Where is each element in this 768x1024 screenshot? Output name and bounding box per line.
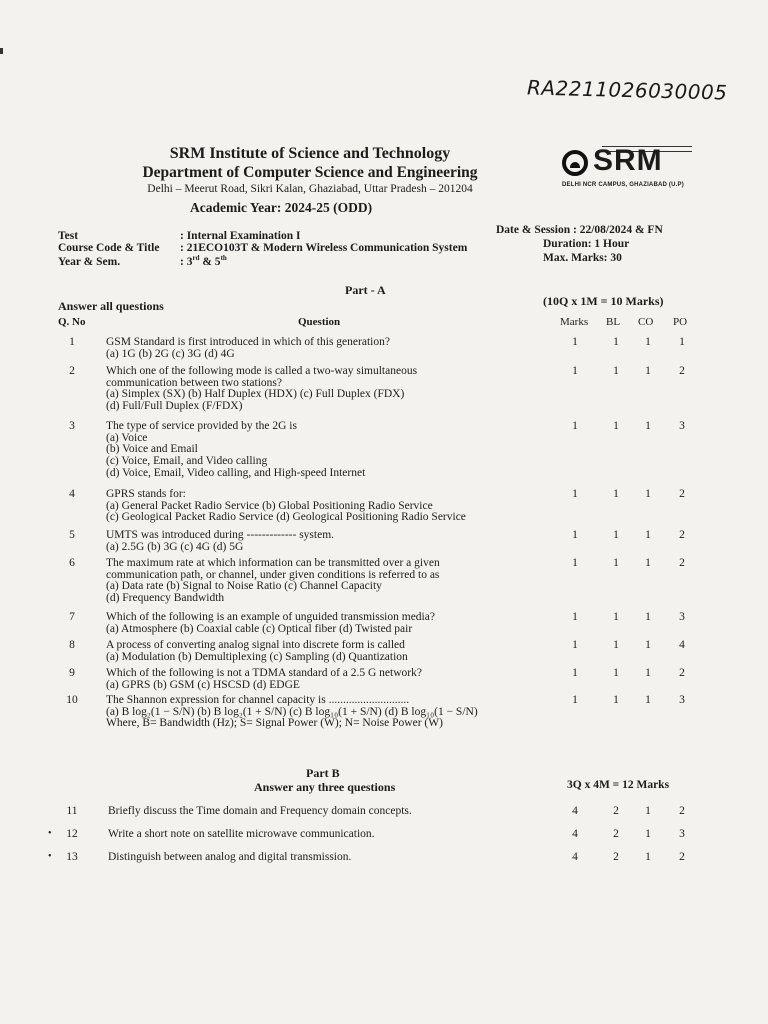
question-marks: 1	[572, 694, 578, 706]
question-line: (c) Voice, Email, and Video calling	[106, 455, 268, 468]
question-number: 1	[69, 336, 75, 348]
question-po: 3	[679, 694, 685, 706]
department-name: Department of Computer Science and Engineering	[142, 164, 478, 181]
question-marks: 1	[572, 667, 578, 679]
question-number: 12	[66, 828, 78, 840]
question-marks: 1	[572, 611, 578, 623]
question-po: 2	[679, 557, 685, 569]
meta-max-marks: Max. Marks: 30	[543, 252, 622, 264]
question-co: 1	[645, 529, 651, 541]
meta-year	[58, 254, 227, 268]
question-marks: 1	[572, 639, 578, 651]
question-marks: 1	[572, 336, 578, 348]
logo-campus: DELHI NCR CAMPUS, GHAZIABAD (U.P)	[562, 182, 684, 188]
margin-dot: •	[48, 828, 52, 839]
question-marks: 4	[572, 805, 578, 817]
question-marks: 1	[572, 420, 578, 432]
question-line: Which of the following is an example of unguided transmission media?	[106, 611, 435, 623]
question-bl: 1	[613, 694, 619, 706]
question-number: 4	[69, 488, 75, 500]
question-co: 1	[645, 805, 651, 817]
question-number: 10	[66, 694, 78, 706]
question-line: Where, B= Bandwidth (Hz); S= Signal Power (W); N= Noise Power (W)	[106, 717, 443, 730]
question-line: UMTS was introduced during ------------- system.	[106, 529, 335, 541]
question-po: 2	[679, 667, 685, 679]
srm-logo	[558, 144, 698, 194]
question-marks: 1	[572, 557, 578, 569]
question-bl: 1	[613, 336, 619, 348]
question-line: Which of the following is not a TDMA standard of a 2.5 G network?	[106, 667, 422, 679]
question-marks: 4	[572, 828, 578, 840]
part-b-instruction: Answer any three questions	[254, 780, 396, 794]
question-po: 2	[679, 488, 685, 500]
question-bl: 1	[613, 667, 619, 679]
question-co: 1	[645, 639, 651, 651]
part-a-title: Part - A	[345, 283, 386, 297]
margin-dot: •	[48, 851, 52, 862]
question-line: (a) Simplex (SX) (b) Half Duplex (HDX) (c) Full Duplex (FDX)	[106, 388, 405, 401]
question-line: (a) 1G (b) 2G (c) 3G (d) 4G	[106, 347, 235, 360]
question-line: The maximum rate at which information can be transmitted over a given	[106, 557, 440, 569]
meta-course-value: : 21ECO103T & Modern Wireless Communication System	[180, 242, 468, 254]
question-line: (a) Modulation (b) Demultiplexing (c) Sampling (d) Quantization	[106, 650, 408, 663]
question-text: Distinguish between analog and digital transmission.	[108, 851, 352, 863]
scan-edge-mark	[0, 48, 3, 54]
question-co: 1	[645, 557, 651, 569]
meta-test-value: : Internal Examination I	[180, 230, 301, 242]
question-line: communication path, or channel, under given conditions is referred to as	[106, 568, 440, 581]
question-number: 2	[69, 365, 75, 377]
meta-test	[58, 230, 300, 242]
question-text	[106, 489, 551, 524]
question-number: 9	[69, 667, 75, 679]
column-header-bl: BL	[606, 316, 621, 328]
column-header-qno: Q. No	[58, 316, 86, 328]
question-number: 8	[69, 639, 75, 651]
question-marks: 1	[572, 529, 578, 541]
question-text	[106, 530, 551, 553]
question-bl: 1	[613, 365, 619, 377]
question-co: 1	[645, 667, 651, 679]
part-a-instruction: Answer all questions	[58, 299, 164, 313]
question-line: (a) Voice	[106, 431, 148, 444]
question-text	[106, 695, 551, 730]
question-bl: 1	[613, 420, 619, 432]
question-line: communication between two stations?	[106, 376, 282, 389]
question-co: 1	[645, 611, 651, 623]
question-bl: 1	[613, 488, 619, 500]
question-line: (a) GPRS (b) GSM (c) HSCSD (d) EDGE	[106, 678, 300, 691]
meta-test-label: Test	[58, 230, 79, 242]
question-bl: 1	[613, 639, 619, 651]
logo-word: SRM	[593, 144, 663, 177]
question-line: (a) Atmosphere (b) Coaxial cable (c) Optical fiber (d) Twisted pair	[106, 622, 413, 635]
question-text	[106, 640, 551, 663]
question-bl: 1	[613, 557, 619, 569]
question-line: A process of converting analog signal into discrete form is called	[106, 639, 405, 651]
question-line: (d) Voice, Email, Video calling, and High-speed Internet	[106, 466, 366, 479]
meta-date	[496, 224, 663, 236]
meta-duration: Duration: 1 Hour	[543, 238, 630, 250]
meta-year-value: : 3rd & 5th	[180, 254, 227, 268]
question-marks: 4	[572, 851, 578, 863]
meta-date-label: Date & Session	[496, 224, 571, 236]
logo-emblem-icon	[562, 150, 588, 176]
question-co: 1	[645, 828, 651, 840]
column-header-co: CO	[638, 316, 654, 328]
meta-course	[58, 242, 467, 254]
question-number: 5	[69, 529, 75, 541]
question-co: 1	[645, 488, 651, 500]
question-line: (d) Full/Full Duplex (F/FDX)	[106, 400, 243, 413]
question-marks: 1	[572, 365, 578, 377]
institute-address: Delhi – Meerut Road, Sikri Kalan, Ghaziabad, Uttar Pradesh – 201204	[147, 183, 473, 195]
question-line: GSM Standard is first introduced in which of this generation?	[106, 336, 390, 348]
question-co: 1	[645, 336, 651, 348]
question-bl: 2	[613, 828, 619, 840]
question-text	[106, 668, 551, 691]
question-number: 13	[66, 851, 78, 863]
question-number: 3	[69, 420, 75, 432]
question-number: 7	[69, 611, 75, 623]
academic-year: Academic Year: 2024-25 (ODD)	[190, 200, 373, 215]
question-po: 3	[679, 420, 685, 432]
question-po: 3	[679, 611, 685, 623]
question-co: 1	[645, 694, 651, 706]
question-line: (a) B log₂(1 − S/N) (b) B log₂(1 + S/N) (c) B log₁₀(1 + S/N) (d) B log₁₀(1 − S/N)	[106, 705, 478, 718]
question-line: The type of service provided by the 2G is	[106, 420, 297, 432]
institution-header	[110, 145, 510, 195]
question-bl: 1	[613, 529, 619, 541]
question-text	[106, 421, 551, 480]
column-header-marks: Marks	[560, 316, 589, 328]
meta-date-value: : 22/08/2024 & FN	[573, 224, 663, 236]
question-number: 6	[69, 557, 75, 569]
question-po: 4	[679, 639, 685, 651]
institute-name: SRM Institute of Science and Technology	[169, 145, 451, 162]
column-header-po: PO	[673, 316, 688, 328]
question-text	[106, 337, 551, 360]
question-bl: 2	[613, 851, 619, 863]
question-co: 1	[645, 420, 651, 432]
part-a-marks-scheme: (10Q x 1M = 10 Marks)	[543, 294, 664, 308]
column-header-question: Question	[298, 316, 341, 328]
part-b-marks-scheme: 3Q x 4M = 12 Marks	[567, 779, 670, 791]
question-po: 1	[679, 336, 685, 348]
meta-year-label: Year & Sem.	[58, 255, 121, 268]
question-line: (a) General Packet Radio Service (b) Global Positioning Radio Service	[106, 499, 433, 512]
question-co: 1	[645, 365, 651, 377]
question-text	[106, 366, 551, 413]
question-bl: 2	[613, 805, 619, 817]
question-text	[106, 612, 551, 635]
question-po: 2	[679, 365, 685, 377]
question-line: GPRS stands for:	[106, 488, 186, 500]
question-line: (c) Geological Packet Radio Service (d) Geological Positioning Radio Service	[106, 511, 466, 524]
question-po: 3	[679, 828, 685, 840]
question-number: 11	[66, 805, 78, 817]
question-line: (b) Voice and Email	[106, 443, 198, 456]
question-co: 1	[645, 851, 651, 863]
question-po: 2	[679, 529, 685, 541]
question-bl: 1	[613, 611, 619, 623]
question-line: (a) 2.5G (b) 3G (c) 4G (d) 5G	[106, 540, 244, 553]
question-line: The Shannon expression for channel capacity is ............................	[106, 694, 410, 706]
question-line: Which one of the following mode is called a two-way simultaneous	[106, 365, 418, 377]
question-line: (a) Data rate (b) Signal to Noise Ratio (c) Channel Capacity	[106, 580, 382, 593]
question-po: 2	[679, 805, 685, 817]
question-text: Briefly discuss the Time domain and Frequency domain concepts.	[108, 805, 412, 817]
question-text	[106, 558, 551, 605]
part-b-title: Part B	[306, 766, 340, 780]
question-po: 2	[679, 851, 685, 863]
question-marks: 1	[572, 488, 578, 500]
question-text: Write a short note on satellite microwave communication.	[108, 828, 375, 840]
meta-course-label: Course Code & Title	[58, 242, 160, 254]
question-line: (d) Frequency Bandwidth	[106, 592, 225, 605]
handwritten-register-number: RA2211026030005	[526, 75, 728, 105]
